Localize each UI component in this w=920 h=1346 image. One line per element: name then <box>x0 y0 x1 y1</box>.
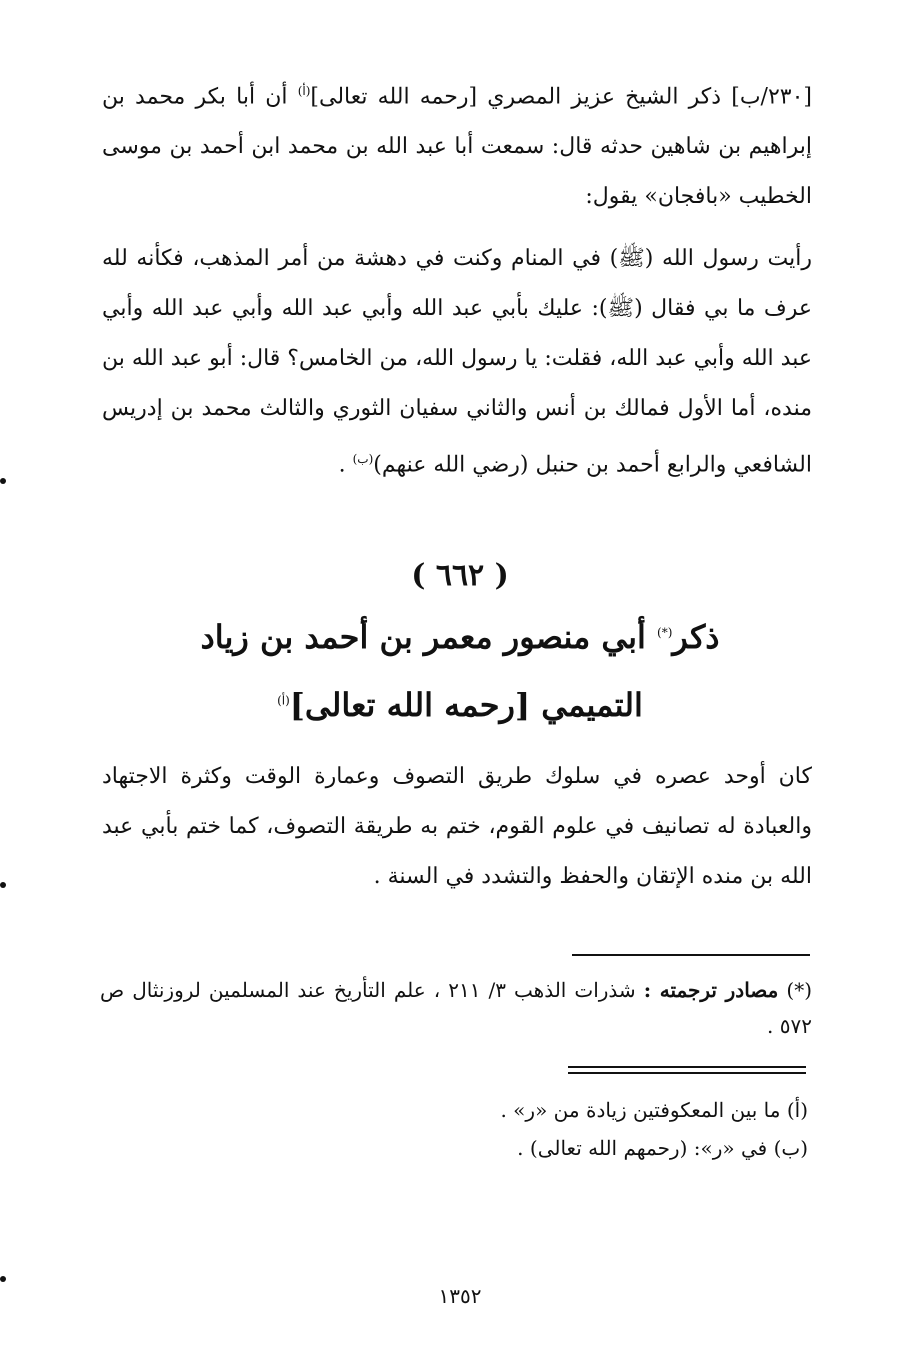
double-rule-bottom <box>568 1072 806 1074</box>
paragraph-dream-text: رأيت رسول الله (ﷺ) في المنام وكنت في دهشة من أمر المذهب، فكأنه لله عرف ما بي فقال (ﷺ): عليك بأبي عبد الله وأبي عبد الله وأبي عبد الله وأبي عبد الله وأبي عبد الله، فقلت: يا رسول الله، من الخامس؟ قال: أبو عبد الله بن منده، أما الأول فمالك بن أنس والثاني سفيان الثوري والثالث محمد بن إدريس الشافعي والرابع أحمد بن حنبل (رضي الله عنهم) <box>102 246 812 478</box>
page-number: ١٣٥٢ <box>438 1284 482 1308</box>
section-title-name: أبي منصور معمر بن أحمد بن زياد <box>200 618 646 656</box>
section-title-nisba: التميمي [رحمه الله تعالى] <box>289 686 643 724</box>
paragraph-intro-line-1: ذكر الشيخ عزيز المصري [رحمه الله تعالى] <box>310 84 722 110</box>
footnote-a-mark: (أ) <box>786 1098 808 1122</box>
sources-text: شذرات الذهب ٣/ ٢١١ ، علم التأريخ عند المسلمين لروزنثال ص ٥٧٢ . <box>100 978 812 1038</box>
folio-reference: [٢٣٠/ب] <box>731 84 812 110</box>
section-number: ( ٦٦٢ ) <box>411 558 509 593</box>
section-title-note: (أ) <box>277 693 290 708</box>
scan-speck <box>0 882 6 888</box>
section-title-line-2 <box>0 686 920 724</box>
footnote-b-mark: (ب) <box>773 1136 808 1160</box>
paragraph-intro-line-1b: أن أبا بكر <box>195 84 288 110</box>
footnote-a <box>208 1090 808 1130</box>
footnote-mark-a: (أ) <box>297 84 311 98</box>
paragraph-intro-line-3: ابن أحمد بن موسى الخطيب «بافجان» يقول: <box>102 134 812 210</box>
sources-label: مصادر ترجمته : <box>643 978 779 1002</box>
section-title-line-1 <box>0 618 920 656</box>
sources-note <box>100 972 812 1044</box>
paragraph-dream <box>102 234 812 490</box>
paragraph-intro-line-2: محمد بن إبراهيم بن شاهين حدثه قال: سمعت أبا عبد الله بن محمد <box>102 84 812 160</box>
footnote-separator <box>572 954 810 956</box>
paragraph-intro <box>102 66 812 222</box>
sources-star: (*) <box>786 978 812 1002</box>
footnote-a-text: ما بين المعكوفتين زيادة من «ر» . <box>500 1098 781 1122</box>
double-rule-top <box>568 1066 806 1068</box>
section-title-star: (*) <box>657 625 673 640</box>
footnote-mark-b: (ب) <box>352 452 374 466</box>
section-title-word: ذكر <box>672 618 720 656</box>
footnote-b <box>208 1128 808 1168</box>
scan-speck <box>0 1276 6 1282</box>
footnote-b-text: في «ر»: (رحمهم الله تعالى) . <box>517 1136 768 1160</box>
scan-speck <box>0 478 6 484</box>
paragraph-dream-end: . <box>338 452 346 478</box>
paragraph-biography: كان أوحد عصره في سلوك طريق التصوف وعمارة الوقت وكثرة الاجتهاد والعبادة له تصانيف في علوم القوم، ختم به طريقة التصوف، كما ختم بأبي عبد الله بن منده الإتقان والحفظ والتشدد في السنة . <box>102 764 812 889</box>
